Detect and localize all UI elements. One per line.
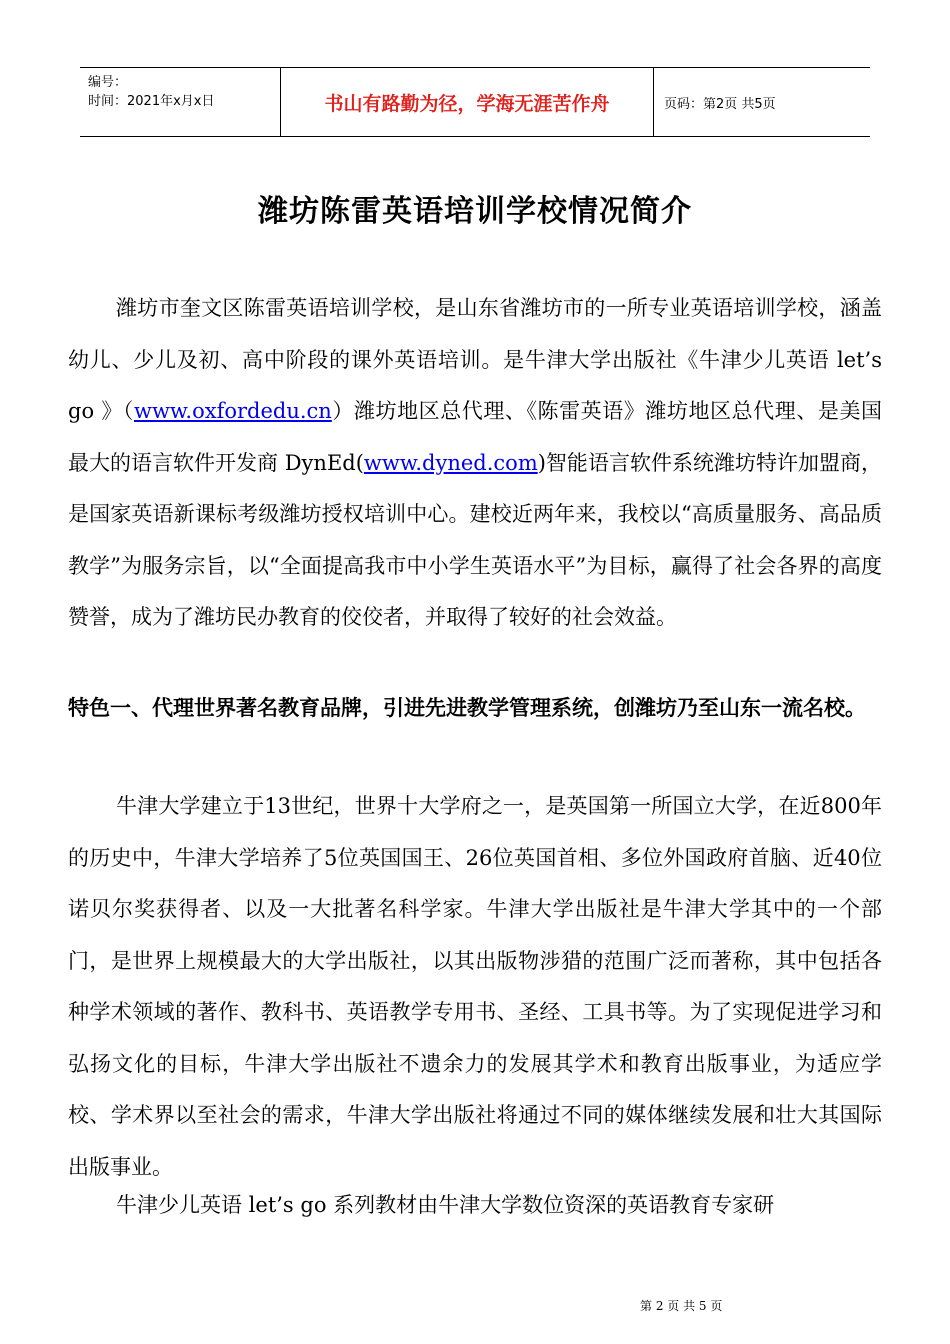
oxford-paragraph: 牛津大学建立于13世纪，世界十大学府之一，是英国第一所国立大学，在近800年的历史中，牛津大学培养了5位英国国王、26位英国首相、多位外国政府首脑、近40位诺贝尔奖获得者、以及一大批著名科学家。牛津大学出版社是牛津大学其中的一个部门，是世界上规模最大的大学出版社，以其出版物涉猎的范围广泛而著称，其中包括各种学术领域的著作、教科书、英语教学专用书、圣经、工具书等。为了实现促进学习和弘扬文化的目标，牛津大学出版社不遗余力的发展其学术和教育出版事业，为适应学校、学术界以至社会的需求，牛津大学出版社将通过不同的媒体继续发展和壮大其国际出版事业。: [68, 794, 882, 1179]
header-meta: [80, 68, 281, 136]
header-number: 编号：: [88, 75, 128, 90]
letsgo-paragraph: 牛津少儿英语 let’s go 系列教材由牛津大学数位资深的英语教育专家研: [116, 1193, 775, 1217]
header-page-info: 页码：第2页 共5页: [664, 96, 776, 112]
oxfordedu-link[interactable]: www.oxfordedu.cn: [133, 399, 332, 423]
page-header: [80, 67, 870, 137]
footer-page-number: 第 2 页 共 5 页: [640, 1299, 723, 1313]
intro-paragraph: [68, 283, 882, 644]
intro-text-2: ）潍坊地区总代理、《陈雷英语》潍坊地区总代理、是美国最大的语言软件开发商 DynEd(: [68, 399, 883, 475]
intro-text-3: )智能语言软件系统潍坊特许加盟商，是国家英语新课标考级潍坊授权培训中心。建校近两年来，我校以“高质量服务、高品质教学”为服务宗旨，以“全面提高我市中小学生英语水平”为目标，赢得了社会各界的高度赞誉，成为了潍坊民办教育的佼佼者，并取得了较好的社会效益。: [68, 450, 882, 629]
dyned-link[interactable]: www.dyned.com: [363, 450, 538, 475]
header-time: 时间：2021年x月x日: [88, 94, 215, 109]
document-title: 潍坊陈雷英语培训学校情况简介: [258, 194, 692, 229]
header-motto: 书山有路勤为径，学海无涯苦作舟: [281, 68, 654, 136]
feature-heading: 特色一、代理世界著名教育品牌，引进先进教学管理系统，创潍坊乃至山东一流名校。: [68, 696, 866, 720]
intro-text-1: 潍坊市奎文区陈雷英语培训学校，是山东省潍坊市的一所专业英语培训学校，涵盖幼儿、少儿及初、高中阶段的课外英语培训。是牛津大学出版社《牛津少儿英语 let’s go 》（: [68, 296, 882, 423]
